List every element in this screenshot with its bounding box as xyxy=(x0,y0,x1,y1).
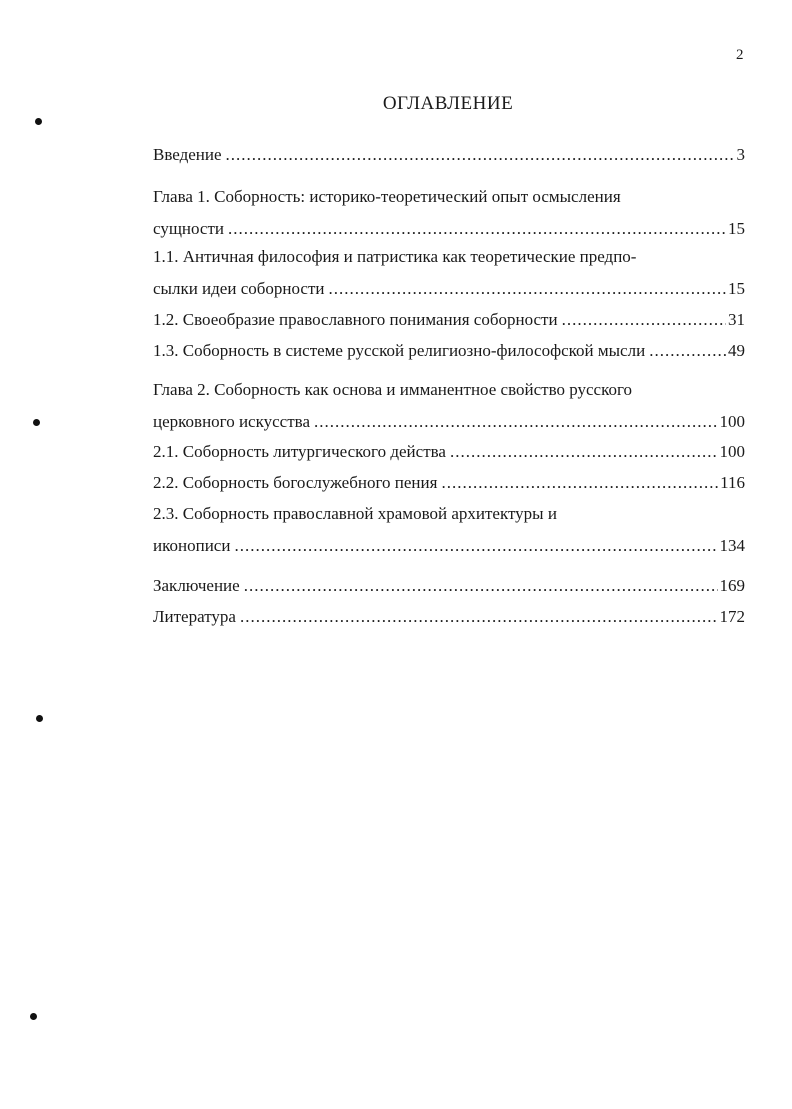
dot-leader xyxy=(562,304,726,336)
dot-leader xyxy=(450,436,718,468)
dot-leader xyxy=(244,570,718,602)
toc-entry-section-1-3[interactable] xyxy=(153,335,745,367)
toc-entry-label: сущности xyxy=(153,219,225,238)
toc-entry-section-1-2[interactable] xyxy=(153,304,745,336)
punch-hole-3 xyxy=(36,715,43,722)
toc-entry-page: 172 xyxy=(719,607,745,626)
dot-leader xyxy=(240,601,718,633)
toc-entry-label: Литература xyxy=(153,607,236,626)
toc-entry-label-line1: Глава 1. Соборность: историко-теоретический опыт осмысления xyxy=(153,187,621,206)
toc-entry-section-2-2[interactable] xyxy=(153,467,745,499)
toc-entry-label: 2.1. Соборность литургического действа xyxy=(153,442,446,461)
toc-entry-label: церковного искусства xyxy=(153,412,310,431)
toc-entry-label: 1.2. Своеобразие православного понимания соборности xyxy=(153,310,558,329)
toc-entry-page: 15 xyxy=(728,279,745,298)
toc-entry-label: иконописи xyxy=(153,536,231,555)
toc-entry-page: 134 xyxy=(719,536,745,555)
toc-title: ОГЛАВЛЕНИЕ xyxy=(382,93,514,114)
toc-entry-page: 169 xyxy=(719,576,745,595)
toc-entry-section-2-1[interactable] xyxy=(153,436,745,468)
punch-hole-1 xyxy=(35,118,42,125)
toc-entry-conclusion[interactable] xyxy=(153,570,745,602)
toc-entry-introduction[interactable] xyxy=(153,139,745,171)
dot-leader xyxy=(226,139,735,171)
toc-entry-page: 49 xyxy=(728,341,745,360)
toc-entry-section-2-3[interactable] xyxy=(153,498,745,562)
toc-entry-page: 100 xyxy=(719,442,745,461)
toc-entry-section-1-1[interactable] xyxy=(153,241,745,305)
dot-leader xyxy=(314,406,718,438)
toc-entry-label: Заключение xyxy=(153,576,240,595)
toc-entry-label: Введение xyxy=(153,145,222,164)
toc-entry-page: 15 xyxy=(728,219,745,238)
punch-hole-4 xyxy=(30,1013,37,1020)
dot-leader xyxy=(649,335,726,367)
toc-entry-label: 1.3. Соборность в системе русской религиозно-философской мысли xyxy=(153,341,646,360)
toc-entry-page: 3 xyxy=(736,145,745,164)
page-number: 2 xyxy=(736,47,744,63)
toc-entry-label-line1: 2.3. Соборность православной храмовой архитектуры и xyxy=(153,504,557,523)
dot-leader xyxy=(329,273,727,305)
toc-entry-label: сылки идеи соборности xyxy=(153,279,325,298)
toc-entry-page: 116 xyxy=(720,473,745,492)
toc-entry-page: 31 xyxy=(728,310,745,329)
toc-entry-chapter-1[interactable] xyxy=(153,181,745,245)
toc-entry-label-line1: 1.1. Античная философия и патристика как теоретические предпо- xyxy=(153,247,637,266)
toc-entry-chapter-2[interactable] xyxy=(153,374,745,438)
toc-entry-literature[interactable] xyxy=(153,601,745,633)
toc-entry-label-line1: Глава 2. Соборность как основа и имманентное свойство русского xyxy=(153,380,633,399)
dot-leader xyxy=(234,530,717,562)
toc-entry-page: 100 xyxy=(719,412,745,431)
punch-hole-2 xyxy=(33,419,40,426)
toc-entry-label: 2.2. Соборность богослужебного пения xyxy=(153,473,438,492)
dot-leader xyxy=(441,467,718,499)
